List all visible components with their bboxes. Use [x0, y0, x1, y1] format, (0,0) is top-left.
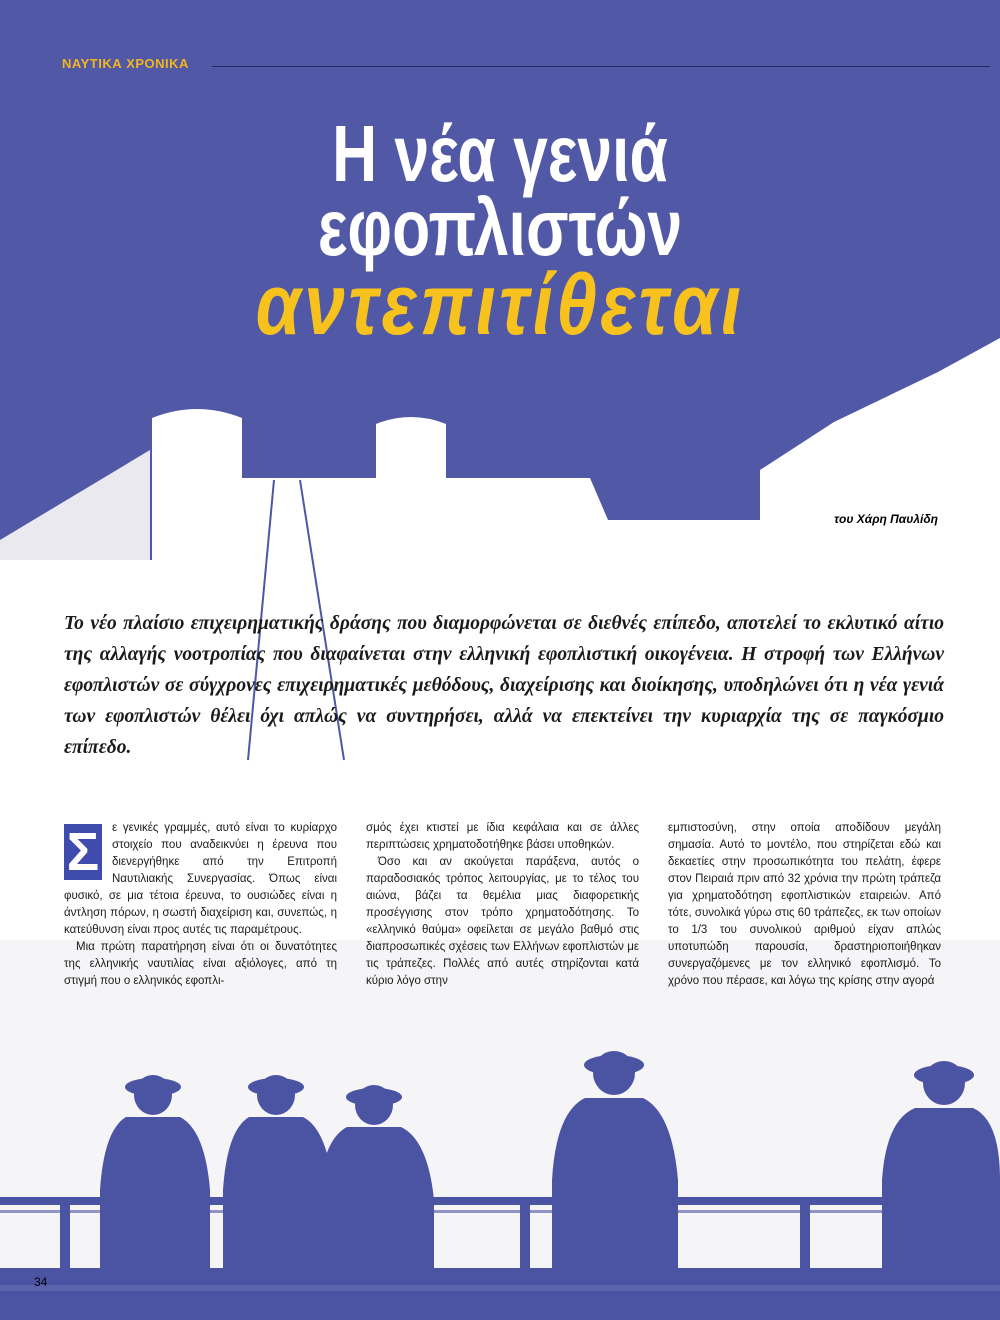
floor-gap [0, 1285, 1000, 1291]
column-1-paragraph-1: ε γενικές γραμμές, αυτό είναι το κυρίαρχο στοιχείο που αναδεικνύει η έρευνα που διενεργήθηκε από την Επιτροπή Ναυτιλιακής Συνεργασίας. Όπως είναι φυσικό, σε μια τέτοια έρευνα, το ουσιώδες είναι η άντληση πόρων, η σωστή διαχείριση και, συνεπώς, η κατεύθυνση είναι προς αυτές τις παραμέτρους. [64, 822, 337, 936]
headline-line-3: αντεπιτίθεται [255, 257, 745, 353]
drop-cap: Σ [64, 824, 102, 880]
headline-line-2: εφοπλιστών [317, 183, 683, 272]
column-3-paragraph-1: εμπιστοσύνη, στην οποία αποδίδουν μεγάλη σημασία. Αυτό το μοντέλο, που στηρίζεται εδώ και δεκαετίες στην προσωπικότητα του πελάτη, έφερε στον Πειραιά πριν από 32 χρόνια την πρώτη τράπεζα για χρηματοδότηση εφοπλιστικών εταιρειών. Από τότε, συνολικά γύρω στις 60 τράπεζες, εκ των οποίων το 1/3 του συνολικού αριθμού είχαν απλώς υποτυπώδη παρουσία, δραστηριοποιήθηκαν συνεργαζόμενες με τον ελληνικό εφοπλισμό. Το χρόνο που πέρασε, και λόγω της κρίσης στην αγορά [668, 822, 941, 987]
page-number: 34 [34, 1275, 48, 1289]
article-column-2 [366, 820, 639, 990]
column-1-paragraph-2: Μια πρώτη παρατήρηση είναι ότι οι δυνατότητες της ελληνικής ναυτιλίας είναι αξιόλογες, από τη στιγμή που ο ελληνικός εφοπλι- [64, 941, 337, 987]
column-2-paragraph-2: Όσο και αν ακούγεται παράξενα, αυτός ο παραδοσιακός τρόπος λειτουργίας, με το τέλος του αιώνα, βάζει τα θεμέλια μιας διαφορετικής προσέγγισης στον τρόπο χρηματοδότησης. Το «ελληνικό θαύμα» οφείλεται σε μεγάλο βαθμό στις διαπροσωπικές σχέσεις των Ελλήνων εφοπλιστών με τις τράπεζες. Πολλές από αυτές στηρίζονται κατά κύριο λόγο στην [366, 856, 639, 987]
lede-paragraph: Το νέο πλαίσιο επιχειρηματικής δράσης που διαμορφώνεται σε διεθνές επίπεδο, αποτελεί το εκλυτικό αίτιο της αλλαγής νοοτροπίας που διαφαίνεται στην ελληνική εφοπλιστική οικογένεια. Η στροφή των Ελλήνων εφοπλιστών σε σύγχρονες επιχειρηματικές μεθόδους, διαχείρισης και διοίκησης, υποδηλώνει ότι η νέα γενιά των εφοπλιστών θέλει όχι απλώς να συντηρήσει, αλλά να επεκτείνει την κυριαρχία της σε παγκόσμιο επίπεδο. [64, 613, 944, 758]
article-column-3 [668, 820, 941, 990]
author-byline: του Χάρη Παυλίδη [834, 512, 938, 526]
section-rule [212, 66, 990, 67]
section-label: ΝΑΥΤΙΚΑ ΧΡΟΝΙΚΑ [62, 56, 189, 71]
headline-line-1: Η νέα γενιά [332, 109, 668, 198]
column-2-paragraph-1: σμός έχει κτιστεί με ίδια κεφάλαια και σε άλλες περιπτώσεις χρηματοδοτήθηκε βάσει υποθηκών. [366, 822, 639, 851]
article-column-1 [64, 820, 337, 990]
